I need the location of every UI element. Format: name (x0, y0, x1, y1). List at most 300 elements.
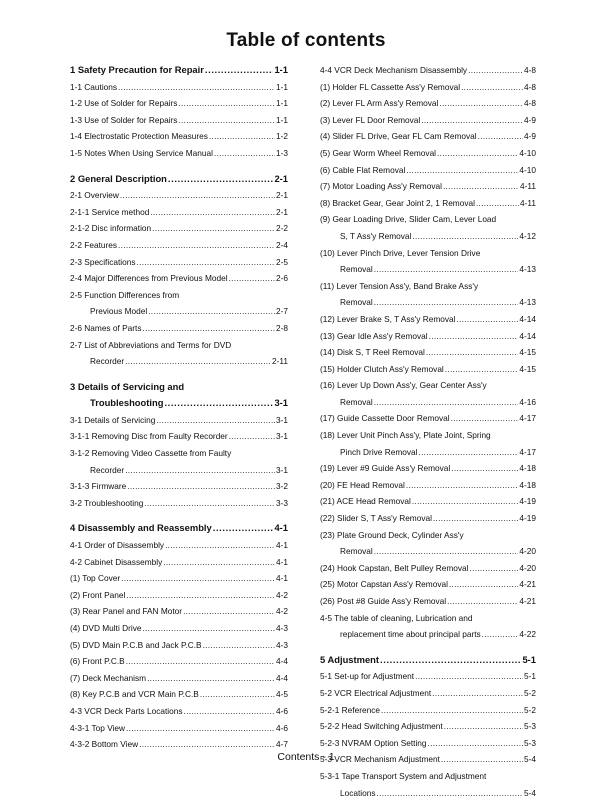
toc-entry-title: (15) Holder Clutch Ass'y Removal (320, 363, 444, 374)
toc-entry-title: 2 General Description (70, 172, 167, 184)
toc-page-number: 4-13 (519, 297, 536, 308)
dot-leader (444, 718, 523, 735)
toc-entry-title: 5-2-2 Head Switching Adjustment (320, 721, 443, 732)
toc-page-number: 4-13 (519, 264, 536, 275)
toc-entry-title: 2-1-1 Service method (70, 206, 150, 217)
toc-entry-title: Removal (340, 546, 373, 557)
toc-page-number: 4-17 (519, 413, 536, 424)
dot-leader (148, 303, 275, 320)
dot-leader (470, 560, 519, 577)
toc-entry-title: (25) Motor Capstan Ass'y Removal (320, 579, 448, 590)
toc-entry-title: (17) Guide Cassette Door Removal (320, 413, 450, 424)
toc-entry-title: 1-4 Electrostatic Protection Measures (70, 131, 208, 142)
dot-leader (209, 128, 275, 145)
toc-entry (320, 668, 536, 685)
toc-entry (70, 128, 288, 145)
toc-entry (70, 703, 288, 720)
toc-entry-title: 4-4 VCR Deck Mechanism Disassembly (320, 65, 468, 75)
toc-entry (70, 320, 288, 337)
dot-leader (205, 62, 274, 79)
toc-section-heading (70, 520, 288, 537)
toc-page-number: 5-3 (524, 721, 536, 732)
toc-entry-title: 4-3 VCR Deck Parts Locations (70, 705, 183, 716)
toc-entry (320, 195, 536, 212)
dot-leader (125, 462, 275, 479)
toc-entry (320, 328, 536, 345)
toc-page-number: 5-2 (524, 687, 536, 698)
toc-entry-title: 3-2 Troubleshooting (70, 497, 144, 508)
toc-entry-title: 2-1 Overview (70, 190, 119, 201)
toc-entry-title: 2-6 Names of Parts (70, 322, 142, 333)
toc-entry (320, 718, 536, 735)
toc-entry (320, 785, 536, 801)
toc-entry-title: (4) Slider FL Drive, Gear FL Cam Removal (320, 131, 477, 142)
dot-leader (406, 162, 518, 179)
toc-entry (70, 462, 288, 479)
toc-entry (320, 768, 536, 785)
toc-page-number: 4-20 (519, 562, 536, 573)
toc-entry (320, 527, 536, 544)
dot-leader (428, 735, 523, 752)
toc-section-heading (70, 62, 288, 79)
toc-page-number: 1-1 (276, 98, 288, 109)
toc-entry (70, 79, 288, 96)
dot-leader (214, 145, 275, 162)
dot-leader (380, 652, 521, 669)
toc-entry-title: 5 Adjustment (320, 653, 380, 665)
dot-leader (150, 204, 275, 221)
toc-entry (320, 112, 536, 129)
toc-page-number: 5-4 (524, 787, 536, 798)
toc-entry (70, 220, 288, 237)
dot-leader (163, 554, 275, 571)
dot-leader (118, 237, 275, 254)
toc-page-number: 2-5 (276, 256, 288, 267)
toc-entry-title: (7) Deck Mechanism (70, 672, 147, 683)
dot-leader (164, 395, 273, 412)
toc-entry (320, 278, 536, 295)
dot-leader (476, 195, 519, 212)
toc-entry-title: 5-2-3 NVRAM Option Setting (320, 737, 427, 748)
page-title: Table of contents (226, 30, 386, 51)
toc-page-number: 4-6 (276, 722, 288, 733)
toc-entry-title: 5-2-1 Reference (320, 704, 380, 715)
toc-page-number: 3-1 (276, 464, 288, 475)
toc-entry-title: Removal (340, 396, 373, 407)
toc-page-number: 4-17 (519, 446, 536, 457)
toc-page-number: 4-9 (524, 114, 536, 125)
toc-page-number: 4-19 (519, 496, 536, 507)
toc-page-number: 4-2 (276, 606, 288, 617)
toc-page-number: 4-4 (276, 656, 288, 667)
toc-entry-title: (1) Holder FL Cassette Ass'y Removal (320, 81, 461, 92)
toc-section-heading (70, 379, 288, 396)
toc-entry (320, 145, 536, 162)
toc-entry-title: 3 Details of Servicing and (70, 380, 185, 392)
dot-leader (229, 428, 275, 445)
toc-entry-title: 2-3 Specifications (70, 256, 136, 267)
toc-entry-title: (26) Post #8 Guide Ass'y Removal (320, 596, 447, 606)
toc-entry (70, 445, 288, 462)
dot-leader (443, 178, 519, 195)
toc-page-number: 1-1 (276, 114, 288, 125)
toc-entry-title: (8) Key P.C.B and VCR Main P.C.B (70, 689, 199, 700)
toc-entry (70, 112, 288, 129)
toc-entry-title: 2-5 Function Differences from (70, 289, 180, 300)
toc-entry (70, 478, 288, 495)
toc-page-number: 3-3 (276, 497, 288, 508)
toc-page-number: 2-11 (272, 356, 288, 367)
toc-entry-title: 5-2 VCR Electrical Adjustment (320, 687, 432, 698)
toc-page-number: 5-2 (524, 704, 536, 715)
toc-page-number: 5-3 (524, 737, 536, 748)
dot-leader (381, 702, 523, 719)
toc-entry (320, 344, 536, 361)
toc-entry-title: S, T Ass'y Removal (340, 230, 412, 241)
toc-entry-title: 4-3-1 Top View (70, 722, 126, 733)
toc-page-number: 4-12 (519, 230, 536, 241)
toc-entry-title: Previous Model (90, 306, 148, 317)
toc-entry (70, 353, 288, 370)
toc-page-number: 2-8 (276, 322, 288, 333)
toc-entry-title: (1) Top Cover (70, 573, 121, 584)
toc-entry (70, 270, 288, 287)
dot-leader (121, 570, 275, 587)
toc-entry (320, 410, 536, 427)
toc-entry (320, 685, 536, 702)
dot-leader (374, 294, 519, 311)
toc-entry (320, 261, 536, 278)
toc-entry (320, 361, 536, 378)
toc-entry (320, 377, 536, 394)
toc-entry (70, 570, 288, 587)
toc-entry-title: (3) Lever FL Door Removal (320, 114, 421, 125)
toc-entry (320, 228, 536, 245)
toc-entry (320, 444, 536, 461)
toc-entry (320, 162, 536, 179)
toc-page-number: 2-1 (274, 172, 288, 184)
toc-page-number: 4-1 (276, 573, 288, 584)
toc-entry-title: replacement time about principal parts (340, 629, 481, 640)
toc-entry-title: (20) FE Head Removal (320, 479, 405, 490)
toc-page-number: 5-1 (522, 653, 536, 665)
toc-entry-title: (16) Lever Up Down Ass'y, Gear Center Ass'y (320, 380, 487, 391)
toc-entry-title: (4) DVD Multi Drive (70, 623, 142, 633)
dot-leader (432, 685, 523, 702)
toc-entry-title: 2-7 List of Abbreviations and Terms for DVD (70, 339, 232, 350)
toc-entry (70, 653, 288, 670)
toc-entry-title: (18) Lever Unit Pinch Ass'y, Plate Joint, Spring (320, 430, 491, 441)
toc-entry-title: Removal (340, 264, 373, 275)
toc-entry (70, 287, 288, 304)
toc-page-number: 4-14 (519, 330, 536, 341)
toc-page-number: 4-10 (519, 147, 536, 158)
toc-page-number: 4-16 (519, 396, 536, 407)
dot-leader (118, 79, 275, 96)
toc-entry (320, 493, 536, 510)
toc-page-number: 3-1 (276, 431, 288, 442)
toc-page-number: 4-8 (524, 65, 536, 75)
dot-leader (203, 637, 275, 654)
toc-entry-title: Recorder (90, 356, 125, 367)
toc-entry (320, 211, 536, 228)
toc-entry (70, 95, 288, 112)
toc-entry-title: 5-3-1 Tape Transport System and Adjustment (320, 770, 487, 781)
toc-entry-title: (12) Lever Brake S, T Ass'y Removal (320, 313, 456, 324)
dot-leader (449, 576, 518, 593)
toc-page-number: 1-3 (276, 147, 288, 158)
dot-leader (229, 270, 275, 287)
toc-page-number: 4-7 (276, 739, 288, 750)
toc-entry-title: (24) Hook Capstan, Belt Pulley Removal (320, 562, 469, 573)
toc-entry (320, 735, 536, 752)
dot-leader (429, 328, 519, 345)
dot-leader (482, 626, 519, 643)
toc-entry (320, 576, 536, 593)
dot-leader (152, 220, 275, 237)
dot-leader (137, 254, 276, 271)
toc-right-column (320, 62, 536, 801)
toc-entry-title: (7) Motor Loading Ass'y Removal (320, 181, 442, 192)
dot-leader (415, 668, 523, 685)
toc-entry-title: Recorder (90, 464, 125, 475)
dot-leader (374, 543, 519, 560)
toc-page-number: 5-1 (524, 671, 536, 682)
dot-leader (439, 95, 523, 112)
toc-entry-title: 2-4 Major Differences from Previous Model (70, 273, 228, 284)
toc-entry (320, 62, 536, 79)
toc-entry (320, 460, 536, 477)
toc-entry (320, 626, 536, 643)
dot-leader (412, 493, 519, 510)
dot-leader (461, 79, 523, 96)
toc-entry (320, 543, 536, 560)
toc-page-number: 4-3 (276, 639, 288, 650)
toc-entry-title: (2) Front Panel (70, 589, 126, 600)
dot-leader (421, 112, 523, 129)
toc-entry-title: (8) Bracket Gear, Gear Joint 2, 1 Removal (320, 197, 475, 208)
toc-page-number: 4-2 (276, 589, 288, 600)
toc-page-number: 4-9 (524, 131, 536, 142)
toc-entry (70, 587, 288, 604)
toc-entry-title: 2-1-2 Disc information (70, 223, 152, 234)
toc-entry (70, 686, 288, 703)
toc-entry (320, 311, 536, 328)
toc-entry-title: (5) DVD Main P.C.B and Jack P.C.B (70, 639, 202, 650)
toc-section-heading (70, 171, 288, 188)
toc-page-number: 4-10 (519, 164, 536, 175)
dot-leader (178, 112, 275, 129)
dot-leader (127, 478, 275, 495)
toc-entry-title: Troubleshooting (90, 397, 164, 409)
toc-page-number: 4-15 (519, 347, 536, 358)
dot-leader (451, 410, 519, 427)
toc-entry-title: (3) Rear Panel and FAN Motor (70, 606, 183, 617)
dot-leader (437, 145, 518, 162)
toc-section-heading (70, 395, 288, 412)
toc-entry-title: 4-3-2 Bottom View (70, 739, 139, 750)
toc-page-number: 4-8 (524, 98, 536, 109)
toc-entry (320, 79, 536, 96)
toc-page-number: 1-2 (276, 131, 288, 142)
toc-entry (70, 537, 288, 554)
dot-leader (374, 261, 519, 278)
dot-leader (468, 62, 523, 79)
toc-entry-title: (13) Gear Idle Ass'y Removal (320, 330, 428, 341)
toc-entry (70, 237, 288, 254)
dot-leader (433, 510, 518, 527)
toc-entry (70, 145, 288, 162)
toc-entry (320, 128, 536, 145)
dot-leader (478, 128, 523, 145)
dot-leader (412, 228, 518, 245)
toc-entry (70, 720, 288, 737)
dot-leader (213, 520, 274, 537)
dot-leader (418, 444, 518, 461)
toc-left-column (70, 62, 288, 753)
toc-entry-title: Pinch Drive Removal (340, 446, 418, 457)
toc-entry (320, 294, 536, 311)
toc-entry (70, 412, 288, 429)
toc-page-number: 4-11 (520, 181, 536, 192)
toc-page-number: 4-1 (276, 556, 288, 567)
dot-leader (142, 620, 275, 637)
toc-page-number: 4-22 (519, 629, 536, 640)
toc-page-number: 2-1 (276, 190, 288, 201)
toc-page-number: 1-1 (274, 64, 288, 75)
toc-entry (320, 245, 536, 262)
toc-entry-title: 2-2 Features (70, 239, 118, 250)
toc-entry-title: (22) Slider S, T Ass'y Removal (320, 513, 432, 524)
dot-leader (126, 587, 275, 604)
dot-leader (184, 703, 275, 720)
dot-leader (445, 361, 519, 378)
toc-page-number: 2-7 (276, 306, 288, 317)
toc-entry (70, 254, 288, 271)
toc-page-number: 3-1 (276, 414, 288, 425)
toc-entry (320, 178, 536, 195)
dot-leader (426, 344, 519, 361)
toc-entry-title: (2) Lever FL Arm Ass'y Removal (320, 98, 439, 109)
toc-entry (70, 204, 288, 221)
page-footer: Contents - 1 (277, 751, 335, 763)
toc-entry (320, 702, 536, 719)
toc-entry (70, 620, 288, 637)
dot-leader (165, 537, 275, 554)
toc-entry-title: 5-3 VCR Mechanism Adjustment (320, 754, 440, 765)
toc-entry (70, 303, 288, 320)
toc-entry-title: (5) Gear Worm Wheel Removal (320, 147, 437, 158)
dot-leader (156, 412, 275, 429)
toc-entry-title: 3-1 Details of Servicing (70, 414, 156, 425)
toc-entry (70, 337, 288, 354)
toc-page-number: 4-20 (519, 546, 536, 557)
dot-leader (168, 171, 274, 188)
toc-entry-title: 4 Disassembly and Reassembly (70, 522, 212, 534)
toc-page-number: 3-2 (276, 481, 288, 492)
toc-page-number: 4-19 (519, 513, 536, 524)
toc-page-number: 3-1 (274, 397, 288, 409)
toc-entry (320, 610, 536, 627)
toc-page-number: 2-6 (276, 273, 288, 284)
dot-leader (183, 603, 275, 620)
dot-leader (451, 460, 518, 477)
dot-leader (200, 686, 275, 703)
toc-page-number: 4-18 (519, 463, 536, 474)
toc-page-number: 4-11 (520, 197, 536, 208)
toc-page-number: 2-1 (276, 206, 288, 217)
toc-entry-title: (23) Plate Ground Deck, Cylinder Ass'y (320, 529, 464, 540)
toc-entry (70, 495, 288, 512)
toc-page-number: 4-8 (524, 81, 536, 92)
toc-entry-title: 1-2 Use of Solder for Repairs (70, 98, 178, 109)
toc-page-number: 5-4 (524, 754, 536, 765)
toc-entry (70, 670, 288, 687)
toc-entry-title: (9) Gear Loading Drive, Slider Cam, Lever Load (320, 214, 497, 225)
toc-entry-title: 3-1-1 Removing Disc from Faulty Recorder (70, 431, 228, 442)
toc-entry-title: 3-1-3 Firmware (70, 481, 127, 492)
toc-section-heading (320, 652, 536, 669)
toc-entry-title: (21) ACE Head Removal (320, 496, 411, 507)
dot-leader (456, 311, 518, 328)
toc-entry-title: (11) Lever Tension Ass'y, Band Brake Ass'y (320, 280, 479, 291)
dot-leader (447, 593, 518, 610)
toc-entry (320, 510, 536, 527)
dot-leader (377, 785, 523, 801)
toc-entry (320, 95, 536, 112)
dot-leader (374, 394, 519, 411)
dot-leader (126, 720, 275, 737)
toc-entry (70, 637, 288, 654)
toc-page-number: 4-21 (519, 579, 536, 590)
toc-page-number: 4-4 (276, 672, 288, 683)
dot-leader (147, 670, 275, 687)
toc-entry (320, 477, 536, 494)
toc-entry (70, 554, 288, 571)
dot-leader (125, 353, 271, 370)
toc-entry-title: 1-3 Use of Solder for Repairs (70, 114, 178, 125)
toc-entry-title: 1-1 Cautions (70, 81, 118, 92)
toc-entry-title: (19) Lever #9 Guide Ass'y Removal (320, 463, 451, 474)
toc-page-number: 4-3 (276, 623, 288, 633)
toc-entry-title: 3-1-2 Removing Video Cassette from Faulty (70, 448, 232, 459)
toc-entry-title: 4-1 Order of Disassembly (70, 540, 165, 551)
dot-leader (406, 477, 519, 494)
toc-entry (70, 428, 288, 445)
toc-entry-title: 5-1 Set-up for Adjustment (320, 671, 415, 682)
toc-entry-title: (14) Disk S, T Reel Removal (320, 347, 425, 358)
toc-entry-title: 4-2 Cabinet Disassembly (70, 556, 163, 567)
toc-entry (70, 603, 288, 620)
dot-leader (120, 187, 275, 204)
toc-page-number: 4-14 (519, 313, 536, 324)
dot-leader (126, 653, 275, 670)
toc-page-number: 1-1 (276, 81, 288, 92)
toc-page-number: 4-18 (519, 479, 536, 490)
toc-page-number: 4-1 (276, 540, 288, 551)
toc-entry (320, 394, 536, 411)
toc-entry-title: 1-5 Notes When Using Service Manual (70, 147, 213, 158)
toc-page-number: 4-1 (274, 522, 288, 534)
toc-entry-title: (6) Cable Flat Removal (320, 164, 406, 175)
toc-entry-title: 4-5 The table of cleaning, Lubrication and (320, 612, 473, 623)
toc-entry-title: Removal (340, 297, 373, 308)
toc-entry-title: (10) Lever Pinch Drive, Lever Tension Drive (320, 247, 481, 258)
toc-page-number: 2-4 (276, 239, 288, 250)
toc-page-number: 2-2 (276, 223, 288, 234)
toc-page-number: 4-5 (276, 689, 288, 700)
toc-entry (70, 187, 288, 204)
